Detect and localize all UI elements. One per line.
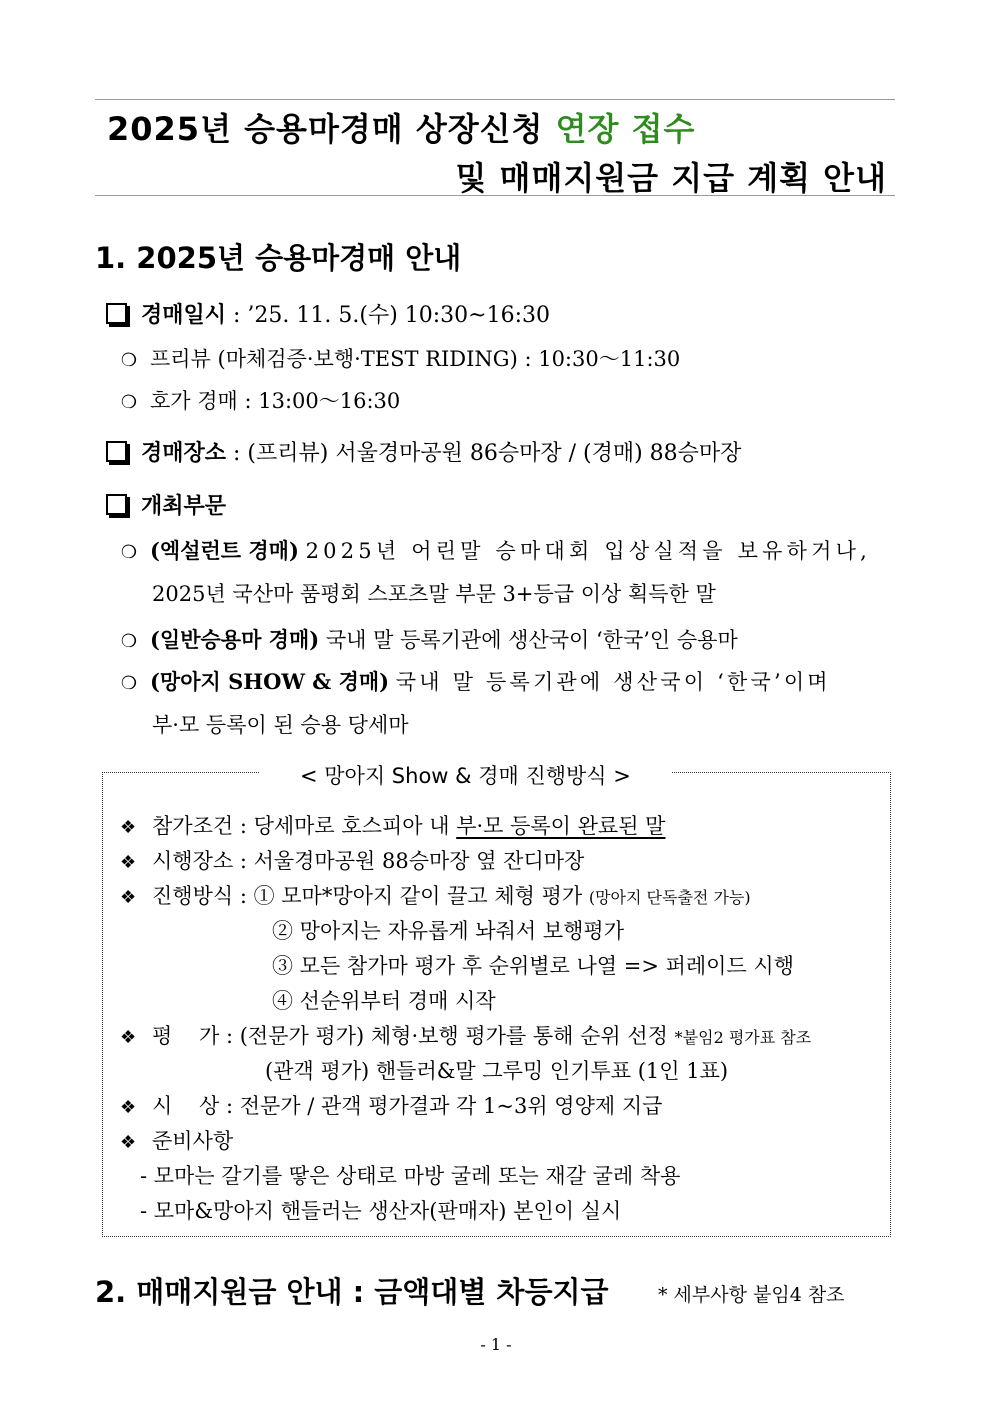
preview-line: [118, 343, 680, 373]
bidding-text: 호가 경매 : 13:00～16:30: [150, 389, 401, 413]
square-bullet-icon: [106, 441, 127, 462]
auction-venue-text: : (프리뷰) 서울경마공원 86승마장 / (경매) 88승마장: [226, 441, 742, 466]
foal-show-box-title: < 망아지 Show & 경매 진행방식 >: [260, 760, 671, 790]
square-bullet-icon: [106, 494, 127, 515]
diamond-bullet-icon: ❖: [120, 1132, 137, 1153]
location-text: 서울경마공원 88승마장 옆 잔디마장: [253, 849, 585, 873]
prep-item-1: - 모마는 갈기를 땋은 상태로 마방 굴레 또는 재갈 굴레 착용: [140, 1164, 681, 1188]
circle-bullet-icon: ❍: [120, 673, 138, 694]
box-conditions: [120, 810, 665, 840]
method-step-1-note: (망아지 단독출전 가능): [588, 888, 751, 907]
evaluation-label: 평 가 :: [152, 1024, 240, 1048]
box-prep: [120, 1125, 233, 1155]
circle-bullet-icon: ❍: [120, 350, 138, 371]
conditions-underlined: 부·모 등록이 완료된 말: [456, 814, 666, 838]
preview-text: 프리뷰 (마체검증·보행·TEST RIDING) : 10:30～11:30: [150, 347, 681, 371]
evaluation-note: *붙임2 평가표 참조: [674, 1028, 812, 1047]
categories-label: 개최부문: [141, 493, 227, 519]
method-label: 진행방식 :: [152, 884, 254, 908]
page-number: - 1 -: [480, 1335, 512, 1354]
square-bullet-icon: [106, 303, 127, 324]
conditions-label: 참가조건 :: [152, 814, 254, 838]
circle-bullet-icon: ❍: [120, 631, 138, 652]
page-title-line1: [107, 104, 695, 150]
categories-line: [106, 489, 226, 520]
page-title-line2: 및 매매지원금 지급 계획 안내: [455, 159, 887, 197]
auction-date-label: 경매일시: [141, 302, 227, 328]
prep-label: 준비사항: [152, 1129, 234, 1153]
method-step-4: ④ 선순위부터 경매 시작: [272, 989, 496, 1013]
conditions-text: 당세마로 호스피아 내: [253, 814, 457, 838]
box-method: [120, 880, 751, 910]
section2-note: * 세부사항 붙임4 참조: [658, 1284, 845, 1306]
auction-date-text: : ’25. 11. 5.(수) 10:30~16:30: [226, 303, 551, 328]
diamond-bullet-icon: ❖: [120, 852, 137, 873]
excellent-text: 2025년 어린말 승마대회 입상실적을 보유하거나,: [305, 539, 871, 563]
prep-item-2: - 모마&망아지 핸들러는 생산자(판매자) 본인이 실시: [140, 1199, 622, 1223]
evaluation-line2: (관객 평가) 핸들러&말 그루밍 인기투표 (1인 1표): [265, 1059, 729, 1083]
award-text: 전문가 / 관객 평가결과 각 1~3위 영양제 지급: [239, 1094, 663, 1118]
general-label: (일반승용마 경매): [150, 627, 320, 652]
foal-line2: 부·모 등록이 된 승용 당세마: [152, 713, 409, 737]
auction-venue-label: 경매장소: [141, 440, 227, 466]
title-highlight: 연장 접수: [555, 110, 696, 148]
foal-label: (망아지 SHOW & 경매): [150, 669, 390, 694]
box-evaluation: [120, 1020, 811, 1050]
method-step-1: ① 모마*망아지 같이 끌고 체형 평가: [253, 884, 583, 908]
evaluation-line1: (전문가 평가) 체형·보행 평가를 통해 순위 선정: [239, 1024, 668, 1048]
location-label: 시행장소 :: [152, 849, 254, 873]
diamond-bullet-icon: ❖: [120, 817, 137, 838]
section2-heading: 2. 매매지원금 안내 : 금액대별 차등지급: [95, 1275, 609, 1309]
diamond-bullet-icon: ❖: [120, 1097, 137, 1118]
excellent-line2: 2025년 국산마 품평회 스포츠말 부문 3+등급 이상 획득한 말: [152, 582, 716, 606]
section1-heading: 1. 2025년 승용마경매 안내: [95, 241, 462, 275]
excellent-line: [118, 535, 871, 565]
box-location: [120, 845, 584, 875]
general-text: 국내 말 등록기관에 생산국이 ‘한국’인 승용마: [319, 628, 738, 652]
diamond-bullet-icon: ❖: [120, 1027, 137, 1048]
circle-bullet-icon: ❍: [120, 542, 138, 563]
auction-venue-line: [106, 436, 741, 467]
method-step-2: ② 망아지는 자유롭게 놔줘서 보행평가: [272, 919, 624, 943]
method-step-3: ③ 모든 참가마 평가 후 순위별로 나열 => 퍼레이드 시행: [272, 954, 794, 978]
general-line: [118, 624, 738, 654]
award-label: 시 상 :: [152, 1094, 240, 1118]
box-award: [120, 1090, 662, 1120]
foal-text: 국내 말 등록기관에 생산국이 ‘한국’이며: [395, 670, 831, 694]
title-block: [95, 99, 895, 196]
foal-line: [118, 666, 831, 696]
circle-bullet-icon: ❍: [120, 392, 138, 413]
auction-date-line: [106, 298, 550, 329]
title-prefix: 2025년 승용마경매 상장신청: [107, 110, 556, 148]
excellent-label: (엑설런트 경매): [150, 538, 299, 563]
diamond-bullet-icon: ❖: [120, 887, 137, 908]
bidding-line: [118, 385, 400, 415]
